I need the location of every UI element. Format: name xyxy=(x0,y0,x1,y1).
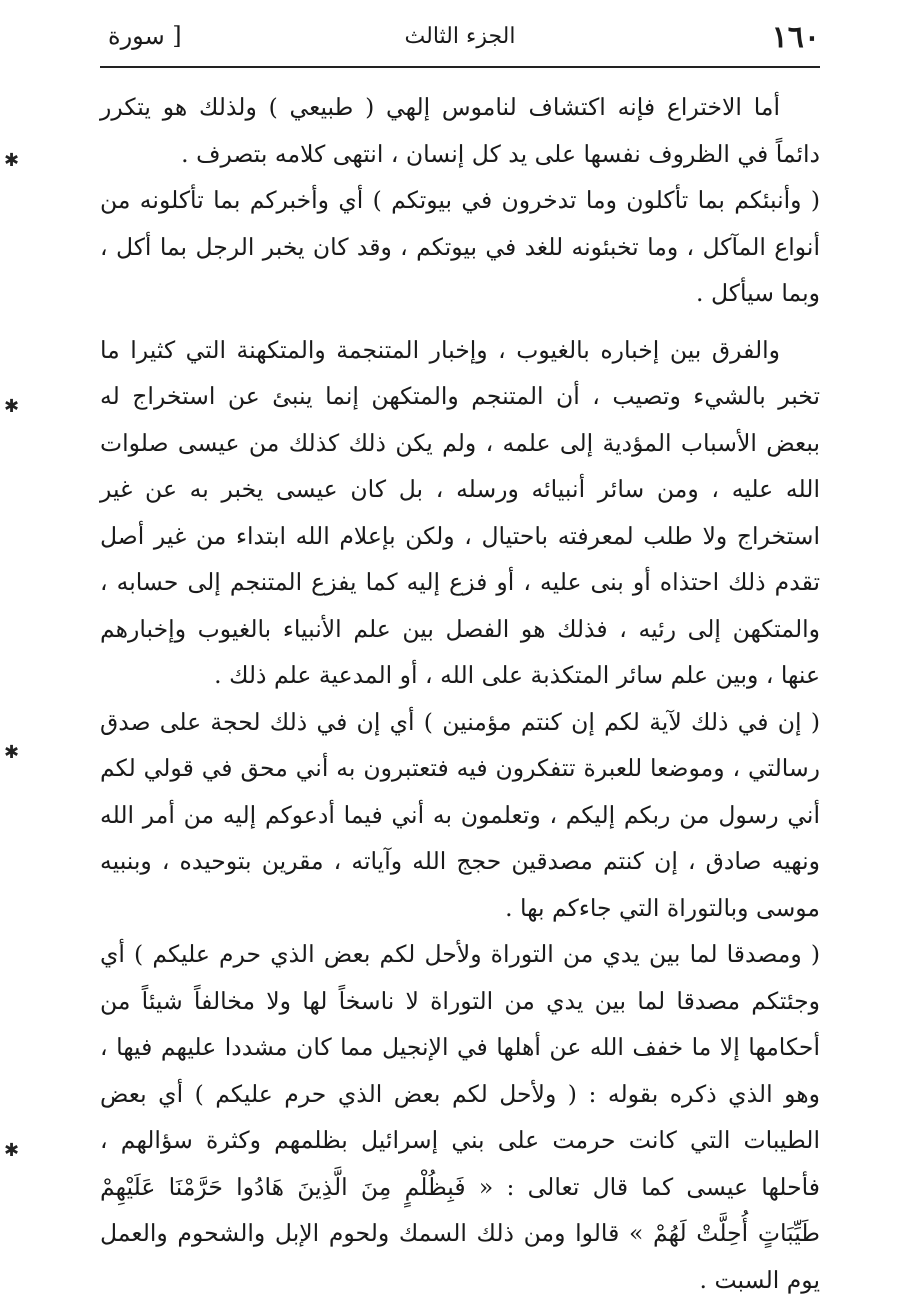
margin-mark-icon: ✱ xyxy=(4,150,20,171)
margin-mark-icon: ✱ xyxy=(4,742,20,763)
paragraph-4: ( إن في ذلك لآية لكم إن كنتم مؤمنين ) أي إن في ذلك لحجة على صدق رسالتي ، وموضعا للعبرة تتفكرون فيه فتعتبرون به أني محق في قولي لكم أني رسول من ربكم إليكم ، وتعلمون به أني فيما أدعوكم إليه من أمر الله ونهيه صادق ، إن كنتم مصدقين حجج الله وآياته ، مقرين بتوحيده ، وبنبيه موسى وبالتوراة التي جاءكم بها . xyxy=(100,707,820,922)
header-rule xyxy=(100,66,820,68)
paragraph-1: أما الاختراع فإنه اكتشاف لناموس إلهي ( طبيعي ) ولذلك هو يتكرر دائماً في الظروف نفسها على يد كل إنسان ، انتهى كلامه بتصرف . xyxy=(100,93,820,168)
running-title: الجزء الثالث xyxy=(404,24,516,49)
paragraph-2: ( وأنبئكم بما تأكلون وما تدخرون في بيوتكم ) أي وأخبركم بما تأكلونه من أنواع المآكل ، وما تخبئونه للغد في بيوتكم ، وقد كان يخبر الرجل بما أكل ، وبما سيأكل . xyxy=(100,186,820,307)
page-body xyxy=(100,84,820,1303)
margin-mark-icon: ✱ xyxy=(4,1140,20,1161)
paragraph-3: والفرق بين إخباره بالغيوب ، وإخبار المتنجمة والمتكهنة التي كثيرا ما تخبر بالشيء وتصيب ، أن المتنجم والمتكهن إنما ينبئ عن استخراج له ببعض الأسباب المؤدية إلى علمه ، ولم يكن ذلك كذلك من عيسى صلوات الله عليه ، ومن سائر أنبيائه ورسله ، بل كان عيسى يخبر به عن غير استخراج ولا طلب لمعرفته باحتيال ، ولكن بإعلام الله ابتداء من غير أصل تقدم ذلك احتذاه أو بنى عليه ، أو فزع إليه كما يفزع المتنجم إلى حسابه ، والمتكهن إلى رئيه ، فذلك هو الفصل بين علم الأنبياء بالغيوب وإخبارهم عنها ، وبين علم سائر المتكذبة على الله ، أو المدعية علم ذلك . xyxy=(100,335,820,689)
page-number: ١٦٠ xyxy=(771,20,820,55)
margin-mark-icon: ✱ xyxy=(4,396,20,417)
paragraph-5: ( ومصدقا لما بين يدي من التوراة ولأحل لكم بعض الذي حرم عليكم ) أي وجئتكم مصدقا لما بين يدي من التوراة لا ناسخاً لها ولا مخالفاً شيئاً من أحكامها إلا ما خفف الله عن أهلها في الإنجيل مما كان مشددا عليهم فيها ، وهو الذي ذكره بقوله : ( ولأحل لكم بعض الذي حرم عليكم ) أي بعض الطيبات التي كانت حرمت على بني إسرائيل بظلمهم وكثرة سؤالهم ، فأحلها عيسى كما قال تعالى : « فَبِظُلْمٍ مِنَ الَّذِينَ هَادُوا حَرَّمْنَا عَلَيْهِمْ طَيِّبَاتٍ أُحِلَّتْ لَهُمْ » قالوا ومن ذلك السمك ولحوم الإبل والشحوم والعمل يوم السبت . xyxy=(100,940,820,1294)
page-header xyxy=(100,18,820,62)
surah-label: [ سورة xyxy=(108,22,182,50)
